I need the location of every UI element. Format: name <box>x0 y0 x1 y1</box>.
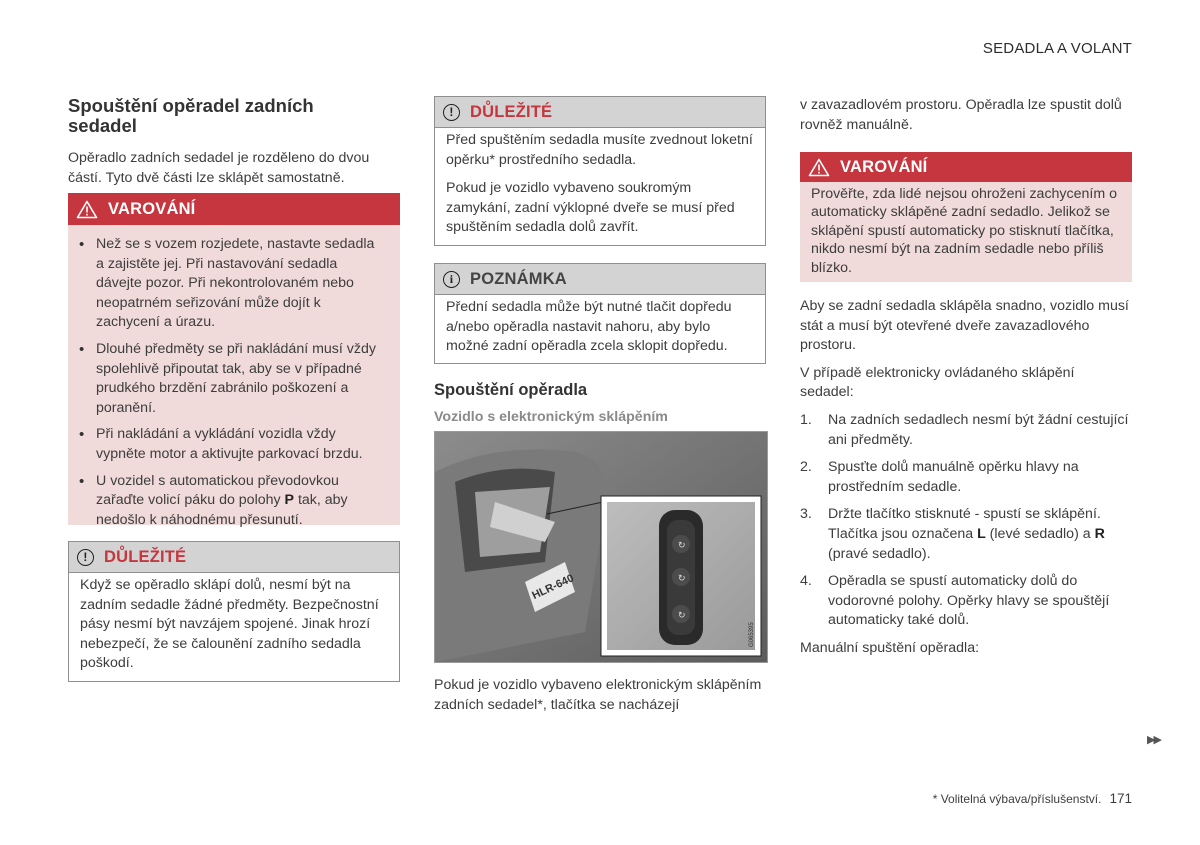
license-plate-text: HLR-640 <box>530 572 576 603</box>
warning-box-header <box>800 152 1132 182</box>
step-item: 1. Na zadních sedadlech nesmí být žádní cestující ani předměty. <box>800 411 1129 448</box>
intro-paragraph: Opěradlo zadních sedadel je rozděleno do dvou částí. Tyto dvě části lze sklápět samostatně. <box>68 150 370 186</box>
column-3-body <box>800 297 1132 659</box>
paragraph: Manuální spuštění opěradla: <box>800 639 980 656</box>
svg-text:↻: ↻ <box>678 573 686 583</box>
column-1 <box>68 96 400 188</box>
warning-triangle-icon <box>808 158 830 177</box>
trunk-buttons-illustration <box>434 431 768 663</box>
important-paragraph: Pokud je vozidlo vybaveno soukromým zamykání, zadní výklopné dveře se musí před spuštěním sedadla dolů zavřít. <box>446 180 735 236</box>
section-header: SEDADLA A VOLANT <box>982 40 1132 57</box>
continued-paragraph: v zavazadlovém prostoru. Opěradla lze spustit dolů rovněž manuálně. <box>800 97 1122 133</box>
warning-item: • Než se s vozem rozjedete, nastavte sedadla a zajistěte jej. Při nastavování sedadla dávejte pozor. Při nekontrolovaném nebo neopatrném seřizování může dojít k zachycení a úrazu. <box>68 235 386 333</box>
svg-text:↻: ↻ <box>678 540 686 550</box>
note-title: POZNÁMKA <box>470 269 567 288</box>
warning-item: • Dlouhé předměty se při nakládání musí vždy spolehlivě připoutat tak, aby se v případné prudkého brzdění zabránilo poškození a poranění. <box>68 340 386 418</box>
image-code: G065395 <box>749 622 755 647</box>
step-item: 2. Spusťte dolů manuálně opěrku hlavy na prostředním sedadle. <box>800 459 1079 495</box>
step-item: 4. Opěradla se spustí automaticky dolů do vodorovné polohy. Opěrky hlavy se spouštějí automaticky také dolů. <box>800 573 1110 629</box>
important-box <box>68 541 400 682</box>
warning-triangle-icon <box>76 200 98 219</box>
warning-text: Prověřte, zda lidé nejsou ohroženi zachycením o automaticky sklápěné zadní sedadlo. Jelikož se sklápění spustí automaticky po stisknutí tlačítka, nikdo nesmí být na zadním sedadle nebo příliš blízko. <box>811 186 1117 276</box>
footer <box>933 791 1132 806</box>
svg-text:↻: ↻ <box>678 610 686 620</box>
note-text: Přední sedadla může být nutné tlačit dopředu a/nebo opěradla nastavit nahoru, aby bylo možné zadní opěradla zcela sklopit dopředu. <box>446 299 732 355</box>
step-item: 3. Držte tlačítko stisknuté - spustí se sklápění. Tlačítka jsou označena L (levé sedadlo) a R (pravé sedadlo). <box>800 506 1105 562</box>
note-box <box>434 263 766 364</box>
subheading: Spouštění opěradla <box>434 381 588 399</box>
section-heading: Spouštění opěradel zadních sedadel <box>68 95 314 136</box>
warning-box-2 <box>800 152 1132 282</box>
paragraph: Aby se zadní sedadla sklápěla snadno, vozidlo musí stát a musí být otevřené dveře zavazadlového prostoru. <box>800 298 1129 354</box>
double-arrow-right-icon: ▶▶ <box>1147 734 1160 746</box>
sub-subheading: Vozidlo s elektronickým sklápěním <box>434 409 668 425</box>
info-circle-icon: i <box>443 271 460 288</box>
car-trunk-drawing <box>435 432 767 662</box>
warning-title: VAROVÁNÍ <box>108 199 196 218</box>
important-title: DŮLEŽITÉ <box>104 547 187 566</box>
steps-list <box>800 411 1132 631</box>
important-box-header <box>69 542 399 573</box>
image-caption: Pokud je vozidlo vybaveno elektronickým sklápěním zadních sedadel*, tlačítka se nacházejí <box>434 677 762 713</box>
important-box-header <box>435 97 765 128</box>
page-number: 171 <box>1109 791 1132 806</box>
warning-box <box>68 193 400 528</box>
warning-item: • Při nakládání a vykládání vozidla vždy vypněte motor a aktivujte parkovací brzdu. <box>68 425 386 464</box>
warning-item: • U vozidel s automatickou převodovkou zařaďte volicí páku do polohy P tak, aby nedošlo k náhodnému přesunutí. <box>68 472 386 531</box>
important-text: Když se opěradlo sklápí dolů, nesmí být na zadním sedadle žádné předměty. Bezpečnostní pásy nesmí být navzájem spojené. Jinak hrozí nebezpečí, že se čalounění zadního sedadla poškodí. <box>80 577 379 672</box>
footnote: * Volitelná výbava/příslušenství. <box>932 792 1102 806</box>
important-title: DŮLEŽITÉ <box>470 102 553 121</box>
important-box-2 <box>434 96 766 246</box>
exclamation-circle-icon: ! <box>77 549 94 566</box>
important-paragraph: Před spuštěním sedadla musíte zvednout loketní opěrku* prostředního sedadla. <box>446 132 753 168</box>
note-box-header <box>435 264 765 295</box>
paragraph: V případě elektronicky ovládaného sklápění sedadel: <box>800 364 1075 401</box>
warning-title: VAROVÁNÍ <box>840 157 928 176</box>
warning-box-header <box>68 193 400 225</box>
exclamation-circle-icon: ! <box>443 104 460 121</box>
